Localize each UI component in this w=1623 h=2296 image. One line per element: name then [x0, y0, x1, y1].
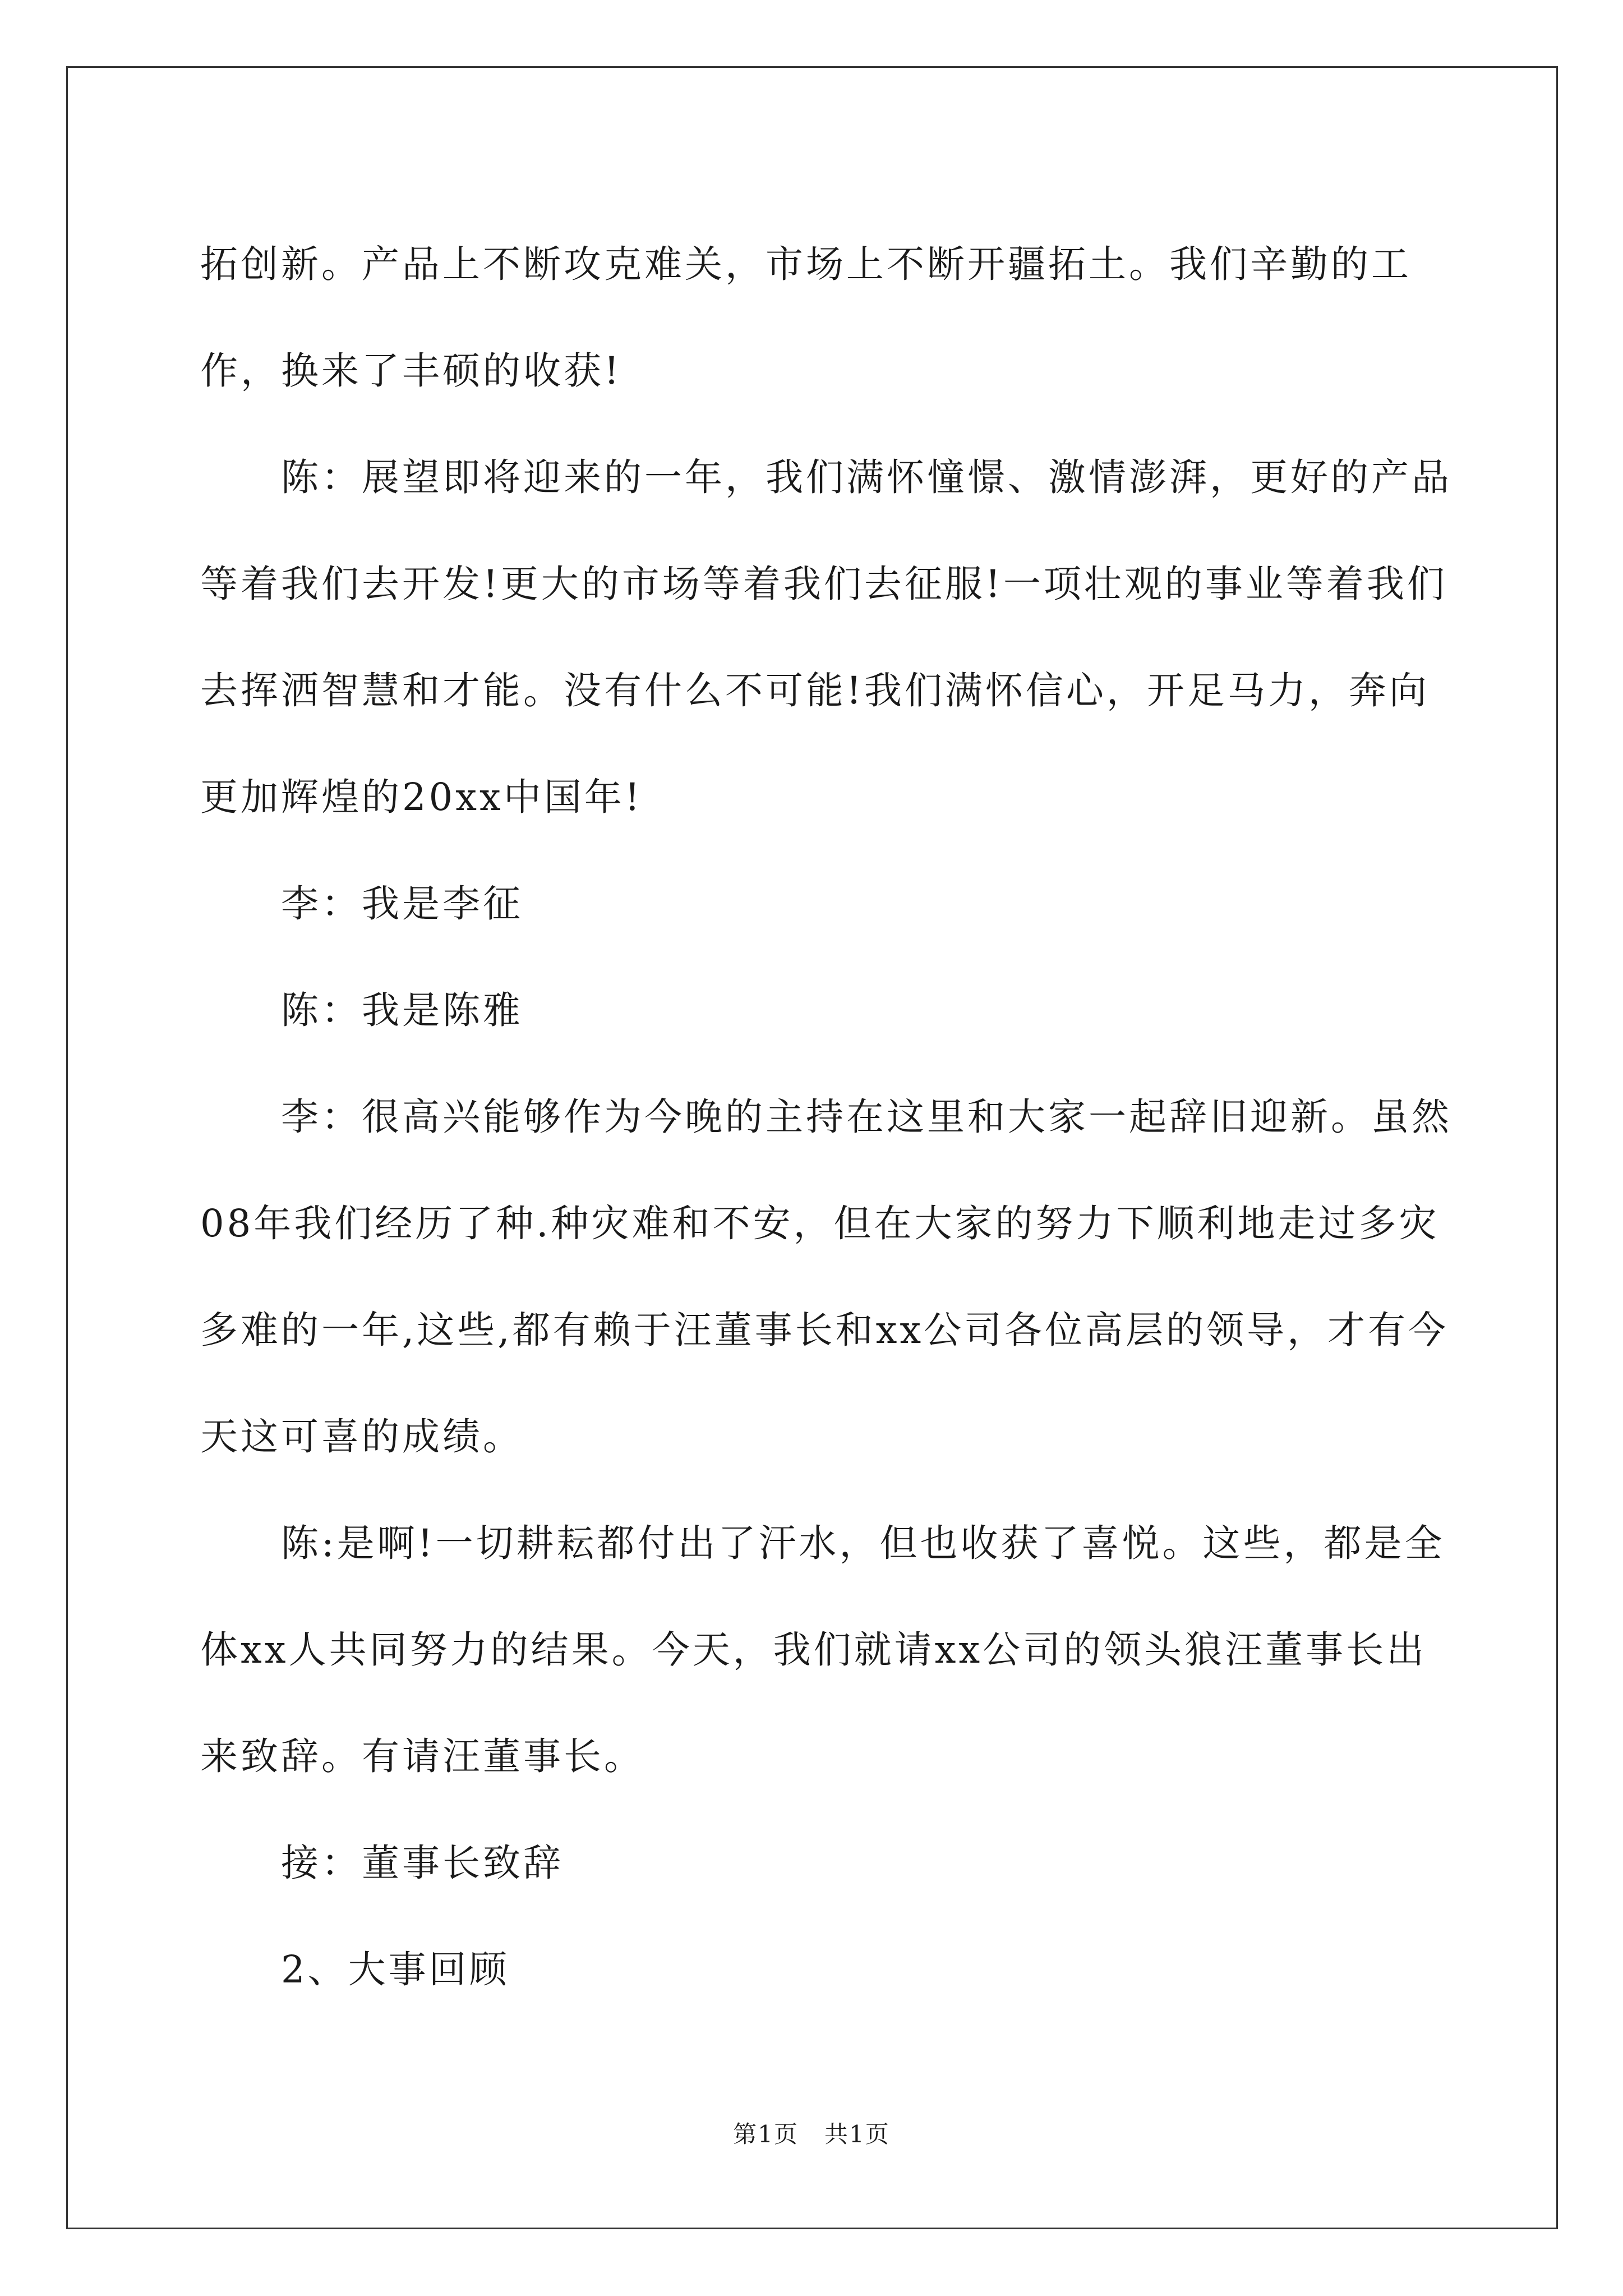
paragraph: 接：董事长致辞 — [281, 1841, 564, 1885]
page-total: 共1页 — [824, 2120, 890, 2148]
page-number: 第1页 — [733, 2120, 799, 2148]
document-body — [200, 211, 1456, 2023]
paragraph: 拓创新。产品上不断攻克难关，市场上不断开疆拓土。我们辛勤的工作，换来了丰硕的收获! — [200, 242, 1412, 393]
paragraph: 陈：我是陈雅 — [281, 988, 523, 1032]
paragraph: 李：我是李征 — [281, 882, 523, 926]
paragraph: 陈：展望即将迎来的一年，我们满怀憧憬、激情澎湃，更好的产品等着我们去开发!更大的市场等着我们去征服!一项壮观的事业等着我们去挥洒智慧和才能。没有什么不可能!我们满怀信心，开足马力，奔向更加辉煌的20xx中国年! — [200, 455, 1452, 819]
paragraph: 李：很高兴能够作为今晚的主持在这里和大家一起辞旧迎新。虽然08年我们经历了种.种灾难和不安，但在大家的努力下顺利地走过多灾多难的一年,这些,都有赖于汪董事长和xx公司各位高层的领导，才有今天这可喜的成绩。 — [200, 1095, 1452, 1458]
paragraph: 2、大事回顾 — [281, 1948, 510, 1991]
page-footer — [0, 2118, 1623, 2151]
paragraph: 陈:是啊!一切耕耘都付出了汗水，但也收获了喜悦。这些，都是全体xx人共同努力的结果。今天，我们就请xx公司的领头狼汪董事长出来致辞。有请汪董事长。 — [200, 1521, 1445, 1778]
